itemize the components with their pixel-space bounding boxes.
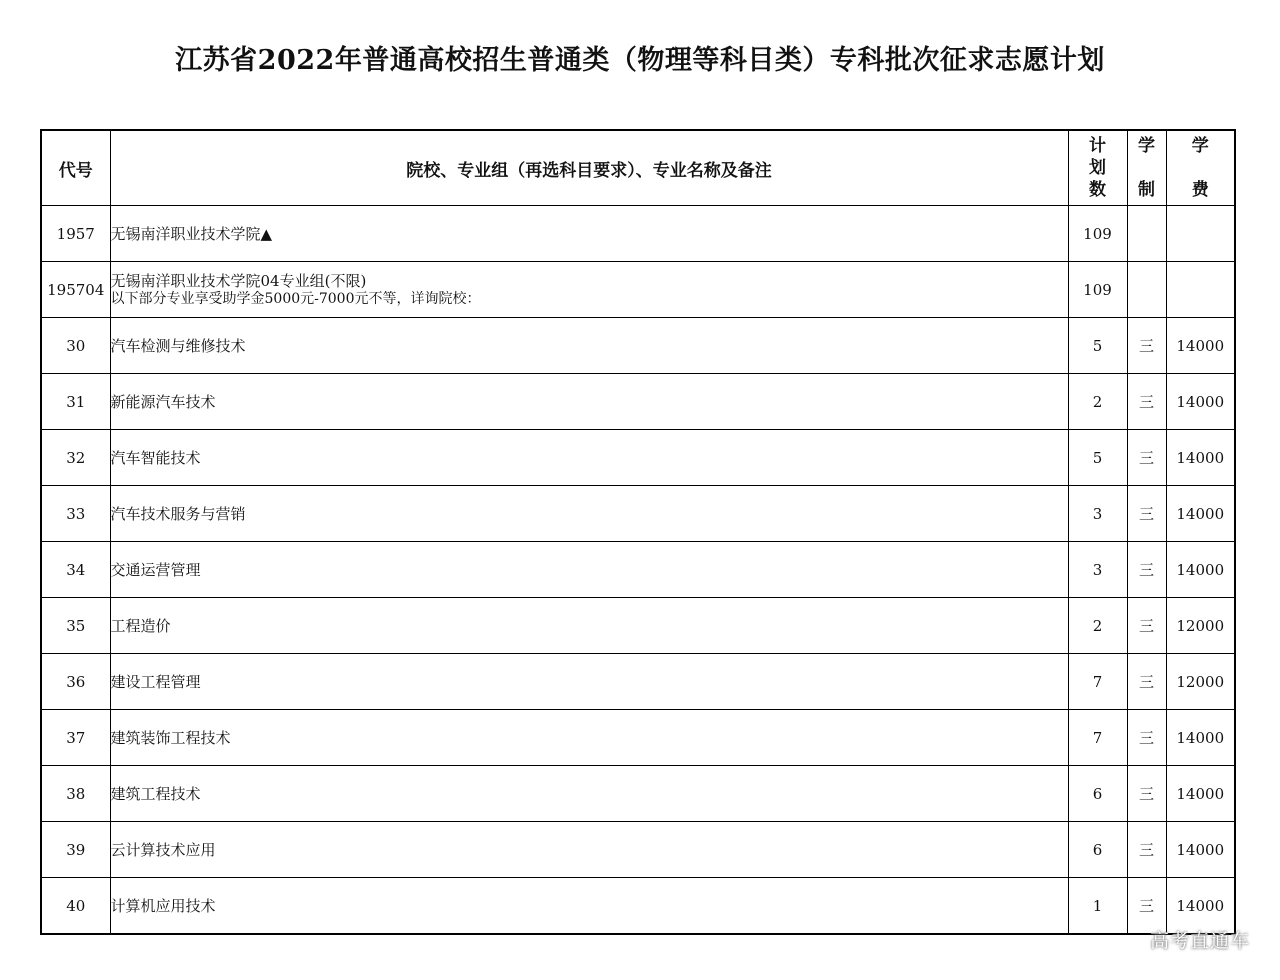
row-name: 云计算技术应用 — [110, 822, 1068, 878]
row-name: 汽车检测与维修技术 — [110, 318, 1068, 374]
row-plan: 2 — [1068, 598, 1127, 654]
header-plan-char: 数 — [1089, 180, 1106, 200]
table-header-row — [41, 130, 1235, 206]
row-code: 37 — [41, 710, 110, 766]
row-name: 建筑装饰工程技术 — [110, 710, 1068, 766]
table-row — [41, 822, 1235, 878]
header-years-char: 学 — [1138, 136, 1155, 156]
row-note: 以下部分专业享受助学金5000元-7000元不等，详询院校： — [110, 290, 481, 307]
row-name: 工程造价 — [110, 598, 1068, 654]
header-fee-char: 学 — [1191, 136, 1209, 156]
row-fee: 14000 — [1166, 374, 1235, 430]
row-name: 计算机应用技术 — [110, 878, 1068, 935]
row-fee: 14000 — [1166, 486, 1235, 542]
row-code: 38 — [41, 766, 110, 822]
row-code: 36 — [41, 654, 110, 710]
row-plan: 109 — [1068, 262, 1127, 318]
row-name: 汽车技术服务与营销 — [110, 486, 1068, 542]
table-row — [41, 262, 1235, 318]
row-years: 三 — [1127, 710, 1166, 766]
row-code: 35 — [41, 598, 110, 654]
row-fee: 14000 — [1166, 766, 1235, 822]
row-years — [1127, 262, 1166, 318]
row-years: 三 — [1127, 878, 1166, 935]
table-row — [41, 710, 1235, 766]
header-plan-char: 计 — [1089, 136, 1106, 156]
row-code: 32 — [41, 430, 110, 486]
header-years-char: 制 — [1138, 180, 1155, 200]
row-plan: 1 — [1068, 878, 1127, 935]
row-fee: 12000 — [1166, 598, 1235, 654]
row-fee: 14000 — [1166, 878, 1235, 935]
header-plan-count — [1068, 130, 1127, 206]
row-years: 三 — [1127, 654, 1166, 710]
row-fee: 14000 — [1166, 542, 1235, 598]
header-name: 院校、专业组（再选科目要求）、专业名称及备注 — [110, 130, 1068, 206]
table-row — [41, 766, 1235, 822]
row-years: 三 — [1127, 766, 1166, 822]
table-row — [41, 542, 1235, 598]
row-years: 三 — [1127, 430, 1166, 486]
row-name: 无锡南洋职业技术学院04专业组(不限) — [110, 271, 367, 290]
row-fee — [1166, 262, 1235, 318]
table-row — [41, 430, 1235, 486]
row-plan: 2 — [1068, 374, 1127, 430]
table-row — [41, 878, 1235, 935]
row-plan: 6 — [1068, 822, 1127, 878]
row-plan: 3 — [1068, 542, 1127, 598]
row-code: 34 — [41, 542, 110, 598]
row-name: 无锡南洋职业技术学院▲ — [110, 206, 1068, 262]
row-fee: 14000 — [1166, 822, 1235, 878]
table-row — [41, 598, 1235, 654]
row-fee: 14000 — [1166, 710, 1235, 766]
row-plan: 7 — [1068, 710, 1127, 766]
page-title: 江苏省2022年普通高校招生普通类（物理等科目类）专科批次征求志愿计划 — [175, 45, 1105, 76]
row-name-cell — [110, 262, 1068, 318]
header-years — [1127, 130, 1166, 206]
row-name: 交通运营管理 — [110, 542, 1068, 598]
watermark: 高考直通车 — [1149, 930, 1250, 952]
header-plan-char: 划 — [1089, 158, 1106, 178]
row-name: 汽车智能技术 — [110, 430, 1068, 486]
row-code: 33 — [41, 486, 110, 542]
row-plan: 109 — [1068, 206, 1127, 262]
row-fee — [1166, 206, 1235, 262]
header-code: 代号 — [41, 130, 110, 206]
header-fee — [1166, 130, 1235, 206]
row-years: 三 — [1127, 318, 1166, 374]
row-plan: 7 — [1068, 654, 1127, 710]
row-plan: 6 — [1068, 766, 1127, 822]
row-code: 30 — [41, 318, 110, 374]
row-code: 40 — [41, 878, 110, 935]
row-fee: 14000 — [1166, 430, 1235, 486]
table-row — [41, 374, 1235, 430]
row-code: 1957 — [41, 206, 110, 262]
row-years: 三 — [1127, 822, 1166, 878]
row-years: 三 — [1127, 598, 1166, 654]
row-years: 三 — [1127, 374, 1166, 430]
row-fee: 14000 — [1166, 318, 1235, 374]
row-plan: 5 — [1068, 318, 1127, 374]
row-fee: 12000 — [1166, 654, 1235, 710]
row-plan: 3 — [1068, 486, 1127, 542]
table-row — [41, 654, 1235, 710]
table-row — [41, 318, 1235, 374]
row-code: 39 — [41, 822, 110, 878]
row-name: 建设工程管理 — [110, 654, 1068, 710]
row-name: 建筑工程技术 — [110, 766, 1068, 822]
header-fee-char: 费 — [1191, 180, 1209, 200]
row-years: 三 — [1127, 486, 1166, 542]
row-code: 31 — [41, 374, 110, 430]
row-name: 新能源汽车技术 — [110, 374, 1068, 430]
table-row — [41, 486, 1235, 542]
row-code: 195704 — [41, 262, 110, 318]
row-years: 三 — [1127, 542, 1166, 598]
enrollment-plan-table — [40, 129, 1236, 935]
row-years — [1127, 206, 1166, 262]
table-row — [41, 206, 1235, 262]
row-plan: 5 — [1068, 430, 1127, 486]
